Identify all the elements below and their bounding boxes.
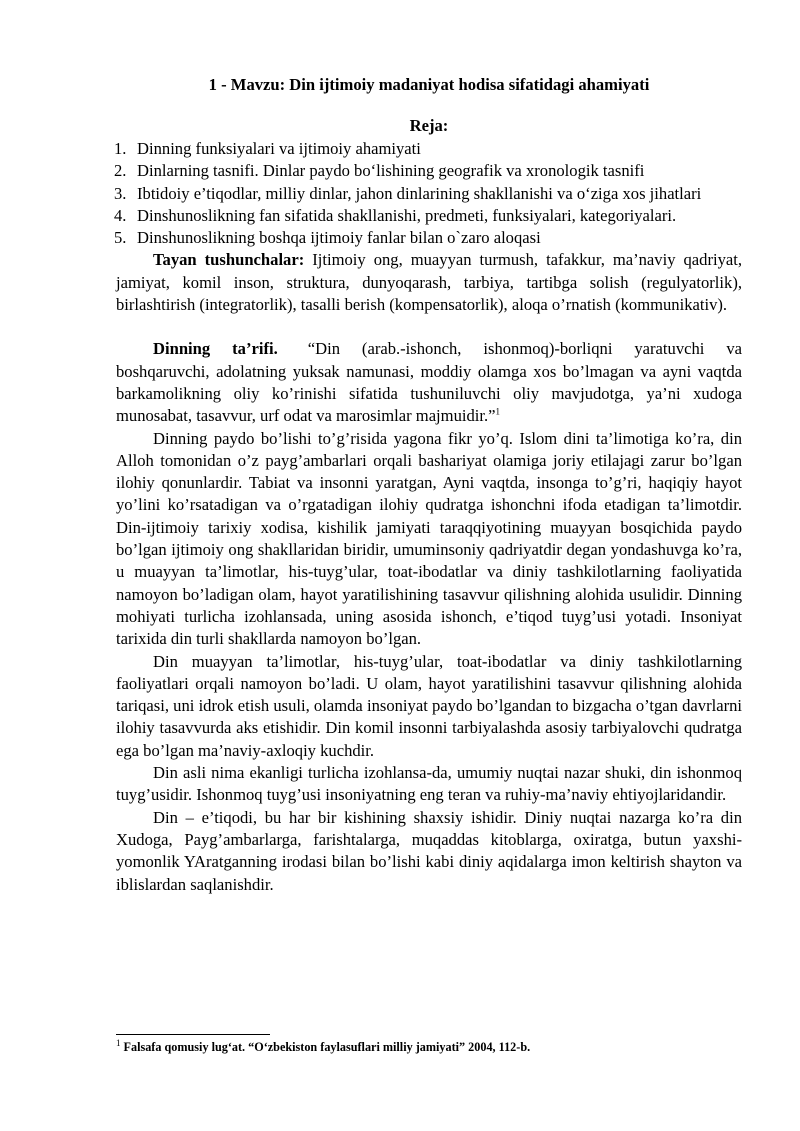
plan-item xyxy=(116,138,742,160)
plan-item-text: Ibtidoiy e’tiqodlar, milliy dinlar, jahon dinlarining shakllanishi va o‘ziga xos jihatlari xyxy=(137,183,702,203)
definition-paragraph xyxy=(116,338,742,427)
footnote-reference: 1 xyxy=(495,406,501,417)
plan-item-text: Dinlarning tasnifi. Dinlar paydo bo‘lishining geografik va xronologik tasnifi xyxy=(137,161,645,181)
plan-item xyxy=(116,205,742,227)
plan-item-number: 3. xyxy=(114,183,127,203)
key-concepts-paragraph xyxy=(116,249,742,316)
page-title: 1 - Mavzu: Din ijtimoiy madaniyat hodisa sifatidagi ahamiyati xyxy=(208,75,650,94)
footnote-separator xyxy=(116,1034,270,1035)
footnote-text: Falsafa qomusiy lug‘at. “O‘zbekiston faylasuflari milliy jamiyati” 2004, 112-b. xyxy=(120,1040,531,1054)
plan-item xyxy=(116,183,742,205)
plan-item-number: 4. xyxy=(114,205,127,225)
key-concepts-label: Tayan tushunchalar: xyxy=(153,250,305,270)
footnote xyxy=(116,1037,742,1055)
plan-item-text: Dinshunoslikning fan sifatida shakllanishi, predmeti, funksiyalari, kategoriyalari. xyxy=(137,205,677,225)
plan-heading: Reja: xyxy=(409,116,449,135)
plan-item-text: Dinshunoslikning boshqa ijtimoiy fanlar bilan o`zaro aloqasi xyxy=(137,228,541,248)
plan-item xyxy=(116,227,742,249)
definition-label: Dinning ta’rifi. xyxy=(153,339,278,359)
body-paragraph: Dinning paydo bo’lishi to’g’risida yagona fikr yo’q. Islom dini ta’limotiga ko’ra, din Alloh tomonidan o’z payg’ambarlari orqali bashariyat olamiga joriy etilajagi zarur bo’lgan ilohiy qonunlardir. Tabiat va insonni yaratgan, Ayni vaqtda, insonga to’g’ri, haqiqiy hayot yo’lini ko’rsatadigan va o’rgatadigan ilohiy qudratga ishonchni ifoda etadigan ta’limotdir. Din-ijtimoiy tarixiy xodisa, kishilik jamiyati taraqqiyotining muayyan bosqichida paydo bo’lgan ijtimoiy ong shakllaridan biridir, umuminsoniy qadriyatdir degan yondashuvga ko’ra, u muayyan ta’limotlar, his-tuyg’ular, toat-ibodatlar va diniy tashkilotlarning faoliyatida namoyon bo’ladigan olam, hayot yaratilishining tasavvur qilishning alohida usulidir. Dinning mohiyati turlicha izohlansada, uning asosida ishonch, e’tiqod tuyg’usi yotadi. Insoniyat tarixida din turli shakllarda namoyon bo’lgan. xyxy=(116,428,742,649)
body-paragraph: Din muayyan ta’limotlar, his-tuyg’ular, toat-ibodatlar va diniy tashkilotlarning faoliyatlari orqali namoyon bo’ladi. U olam, hayot yaratilishini tasavvur qilishning alohida tariqasi, uni idrok etish usuli, olamda insoniyat paydo bo’lgandan to bizgacha o’tgan davrlarni ilohiy tasavvurda aks etishidir. Din komil insonni tarbiyalashda asosiy tarbiyalovchi qudratga ega bo’lgan ma’naviy-axloqiy kuchdir. xyxy=(116,651,742,760)
plan-item-text: Dinning funksiyalari va ijtimoiy ahamiyati xyxy=(137,139,421,158)
definition-text: “Din (arab.-ishonch, ishonmoq)-borliqni yaratuvchi va boshqaruvchi, adolatning yuksak namunasi, moddiy olamga xos bo’lmagan va ayni vaqtda barkamolikning oliy ko’rinishi sifatida tushuniluvchi oliy mavjudotga, ya’ni xudoga munosabat, tasavvur, urf odat va marosimlar majmuidir.” xyxy=(116,339,742,426)
plan-item-number: 1. xyxy=(114,139,127,158)
plan-list xyxy=(116,138,742,249)
plan-item-number: 5. xyxy=(114,228,127,248)
spacer xyxy=(116,316,742,338)
footnote-number: 1 xyxy=(116,1037,121,1048)
key-concepts-text: Ijtimoiy ong, muayyan turmush, tafakkur, ma’naviy qadriyat, jamiyat, komil inson, struktura, dunyoqarash, tarbiya, tartibga solish (regulyatorlik), birlashtirish (integratorlik), tasalli berish (kompensatorlik), aloqa o’rnatish (kommunikativ). xyxy=(116,250,742,315)
body-paragraph: Din – e’tiqodi, bu har bir kishining shaxsiy ishidir. Diniy nuqtai nazarga ko’ra din Xudoga, Payg’ambarlarga, farishtalarga, muqaddas kitoblarga, oxiratga, butun yaxshi- yomonlik YAratganning irodasi bilan bo’lishi kabi diniy aqidalarga imon keltirish shayton va iblislardan saqlanishdir. xyxy=(116,807,742,894)
plan-item-number: 2. xyxy=(114,161,127,181)
body-paragraph: Din asli nima ekanligi turlicha izohlansa-da, umumiy nuqtai nazar shuki, din ishonmoq tuyg’usidir. Ishonmoq tuyg’usi insoniyatning eng teran va ruhiy-ma’naviy ehtiyojlaridandir. xyxy=(116,763,742,805)
plan-item xyxy=(116,160,742,182)
